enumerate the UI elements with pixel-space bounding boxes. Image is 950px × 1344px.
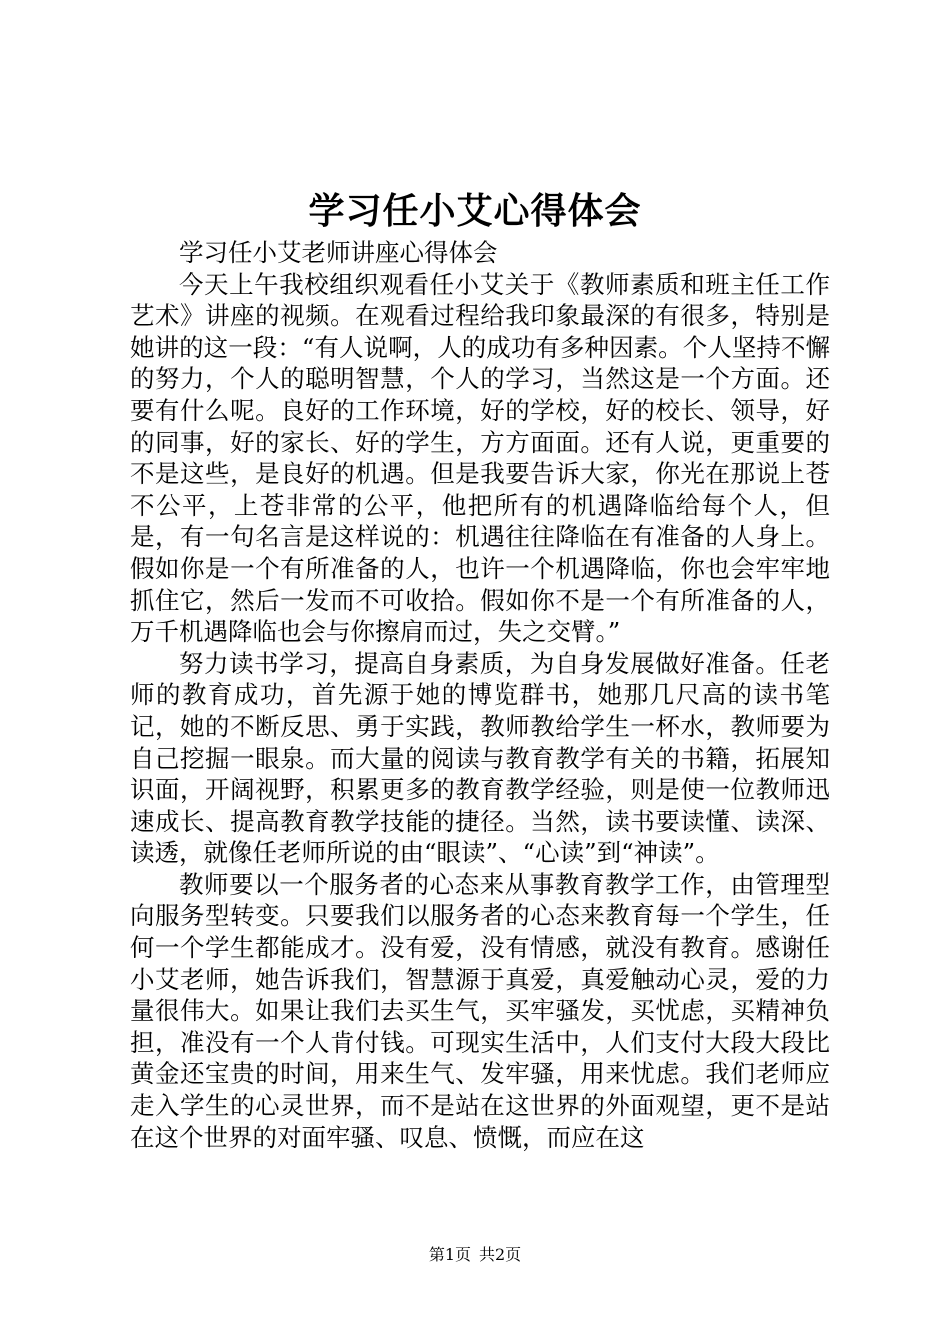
- page-number-current: 第1页: [428, 1245, 471, 1264]
- document-title: 学习任小艾心得体会: [308, 190, 642, 232]
- document-body: [130, 237, 830, 1153]
- document-subtitle: 学习任小艾老师讲座心得体会: [179, 238, 498, 267]
- page-number-total: 共2页: [479, 1245, 522, 1264]
- paragraph-1: 今天上午我校组织观看任小艾关于《教师素质和班主任工作艺术》讲座的视频。在观看过程给我印象最深的有很多，特别是她讲的这一段：“有人说啊，人的成功有多种因素。个人坚持不懈的努力，个人的聪明智慧，个人的学习，当然这是一个方面。还要有什么呢。良好的工作环境，好的学校，好的校长、领导，好的同事，好的家长、好的学生，方方面面。还有人说，更重要的不是这些，是良好的机遇。但是我要告诉大家，你光在那说上苍不公平，上苍非常的公平，他把所有的机遇降临给每个人，但是，有一句名言是这样说的：机遇往往降临在有准备的人身上。假如你是一个有所准备的人，也许一个机遇降临，你也会牢牢地抓住它，然后一发而不可收拾。假如你不是一个有所准备的人，万千机遇降临也会与你擦肩而过，失之交臂。”: [130, 269, 830, 647]
- paragraph-2: 努力读书学习，提高自身素质，为自身发展做好准备。任老师的教育成功，首先源于她的博览群书，她那几尺高的读书笔记，她的不断反思、勇于实践，教师教给学生一杯水，教师要为自己挖掘一眼泉。而大量的阅读与教育教学有关的书籍，拓展知识面，开阔视野，积累更多的教育教学经验，则是使一位教师迅速成长、提高教育教学技能的捷径。当然，读书要读懂、读深、读透，就像任老师所说的由“眼读”、“心读”到“神读”。: [130, 648, 830, 868]
- paragraph-3: 教师要以一个服务者的心态来从事教育教学工作，由管理型向服务型转变。只要我们以服务者的心态来教育每一个学生，任何一个学生都能成才。没有爱，没有情感，就没有教育。感谢任小艾老师，她告诉我们，智慧源于真爱，真爱触动心灵，爱的力量很伟大。如果让我们去买生气，买牢骚发，买忧虑，买精神负担，准没有一个人肯付钱。可现实生活中，人们支付大段大段比黄金还宝贵的时间，用来生气、发牢骚，用来忧虑。我们老师应走入学生的心灵世界，而不是站在这世界的外面观望，更不是站在这个世界的对面牢骚、叹息、愤慨，而应在这: [130, 869, 830, 1152]
- page-footer: [0, 1243, 950, 1267]
